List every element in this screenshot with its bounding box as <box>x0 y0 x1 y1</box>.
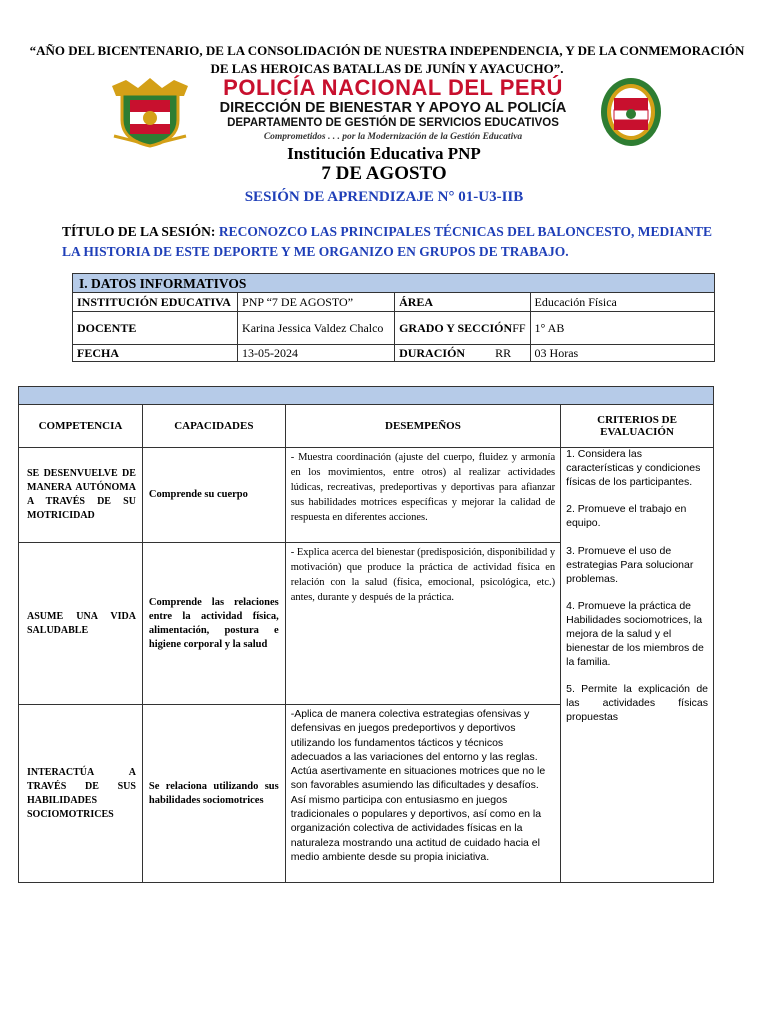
datos-extra: RR <box>495 345 512 360</box>
competencia-cell: INTERACTÚA A TRAVÉS DE SUS HABILIDADES SOCIOMOTRICES <box>19 705 143 883</box>
datos-row <box>73 345 715 362</box>
session-number: SESIÓN DE APRENDIZAJE N° 01-U3-IIB <box>244 189 524 205</box>
datos-header-row <box>73 274 715 293</box>
datos-row <box>73 312 715 345</box>
desempeno-cell: - Explica acerca del bienestar (predisposición, disponibilidad y motivación) que produce la práctica de actividad física en relación con la salud (física, emocional, psicológica, etc.) antes, durante y después de la práctica. <box>285 543 560 705</box>
datos-informativos-table <box>72 273 715 362</box>
criterio-item: 2. Promueve el trabajo en equipo. <box>566 503 687 530</box>
school-crest-right-icon <box>598 76 664 148</box>
datos-key-cell <box>395 312 530 345</box>
datos-value: 03 Horas <box>530 345 714 362</box>
capacidad-cell: Comprende su cuerpo <box>142 448 285 543</box>
desempeno-cell: -Aplica de manera colectiva estrategias ofensivas y defensivas en juegos predeportivos y deportivos utilizando los fundamentos tácticos y técnicos adecuados a las variaciones del entorno y las reglas. Actúa asertivamente en situaciones motrices que no le son favorables asumiendo las dificultades y desafíos. Así mismo participa con entusiasmo en juegos tradicionales o populares y deportivos, así como en la organización colectiva de actividades físicas en la naturaleza mostrando una actitud de cuidado hacia el medio ambiente desde su propia iniciativa. <box>285 705 560 883</box>
datos-header: I. DATOS INFORMATIVOS <box>73 274 715 293</box>
criterio-item: 1. Considera las características y condiciones físicas de los participantes. <box>566 448 701 488</box>
criterio-item: 3. Promueve el uso de estrategias Para solucionar problemas. <box>566 544 694 585</box>
header-competencia: COMPETENCIA <box>19 405 143 448</box>
header-desempenos: DESEMPEÑOS <box>285 405 560 448</box>
competencias-band <box>19 387 714 405</box>
banner-line1: DIRECCIÓN DE BIENESTAR Y APOYO AL POLICÍA <box>219 100 567 116</box>
competencia-cell: ASUME UNA VIDA SALUDABLE <box>19 543 143 705</box>
datos-row <box>73 293 715 312</box>
banner-slogan: Comprometidos . . . por la Modernización de la Gestión Educativa <box>263 132 523 142</box>
competencia-cell: SE DESENVUELVE DE MANERA AUTÓNOMA A TRAVÉS DE SU MOTRICIDAD <box>19 448 143 543</box>
datos-extra: FF <box>512 320 526 335</box>
datos-key-cell <box>395 345 530 362</box>
desempeno-cell: - Muestra coordinación (ajuste del cuerpo, fluidez y armonía en los movimientos, entre otros) al realizar actividades lúdicas, recreativas, predeportivas y deportivas para afianzar sus habilidades motrices específicas y mejorar la calidad de respuesta en diferentes acciones. <box>285 448 560 543</box>
datos-key: DURACIÓN <box>399 345 466 360</box>
datos-key: ÁREA <box>395 293 530 312</box>
blue-band <box>19 387 714 405</box>
capacidad-cell: Comprende las relaciones entre la actividad física, alimentación, postura e higiene corporal y la salud <box>142 543 285 705</box>
institutional-banner <box>108 76 668 148</box>
datos-value: PNP “7 DE AGOSTO” <box>238 293 395 312</box>
header-criterios: CRITERIOS DE EVALUACIÓN <box>561 405 714 448</box>
criterio-item: 5. Permite la explicación de las actividades físicas propuestas <box>566 683 708 723</box>
pnp-crest-left-icon <box>108 76 192 148</box>
datos-key: DOCENTE <box>73 312 238 345</box>
capacidad-cell: Se relaciona utilizando sus habilidades sociomotrices <box>142 705 285 883</box>
competencia-row <box>19 448 714 543</box>
competencias-table <box>18 386 714 883</box>
banner-line2: DEPARTAMENTO DE GESTIÓN DE SERVICIOS EDUCATIVOS <box>227 117 559 129</box>
session-title-value: RECONOZCO LAS PRINCIPALES TÉCNICAS DEL BALONCESTO, MEDIANTE LA HISTORIA DE ESTE DEPORTE Y ME ORGANIZO EN GRUPOS DE TRABAJO. <box>62 224 713 259</box>
institution-name: 7 DE AGOSTO <box>321 163 447 184</box>
datos-key: INSTITUCIÓN EDUCATIVA <box>73 293 238 312</box>
competencias-header-row <box>19 405 714 448</box>
datos-key: FECHA <box>73 345 238 362</box>
session-title-label: TÍTULO DE LA SESIÓN: <box>62 224 216 239</box>
criterio-item: 4. Promueve la práctica de Habilidades sociomotrices, la mejora de la salud y el bienestar de los miembros de la familia. <box>566 600 704 668</box>
datos-value: 1° AB <box>530 312 714 345</box>
datos-value: 13-05-2024 <box>238 345 395 362</box>
institution-label: Institución Educativa PNP <box>287 144 481 163</box>
datos-key: GRADO Y SECCIÓN <box>399 320 513 335</box>
criterios-cell <box>561 448 714 883</box>
datos-value: Educación Física <box>530 293 714 312</box>
year-motto: “AÑO DEL BICENTENARIO, DE LA CONSOLIDACIÓN DE NUESTRA INDEPENDENCIA, Y DE LA CONMEMORACIÓN DE LAS HEROICAS BATALLAS DE JUNÍN Y AYACUCHO”. <box>29 43 745 76</box>
datos-value: Karina Jessica Valdez Chalco <box>238 312 395 345</box>
banner-title: POLICÍA NACIONAL DEL PERÚ <box>223 75 563 100</box>
header-capacidades: CAPACIDADES <box>142 405 285 448</box>
session-title <box>62 222 722 262</box>
